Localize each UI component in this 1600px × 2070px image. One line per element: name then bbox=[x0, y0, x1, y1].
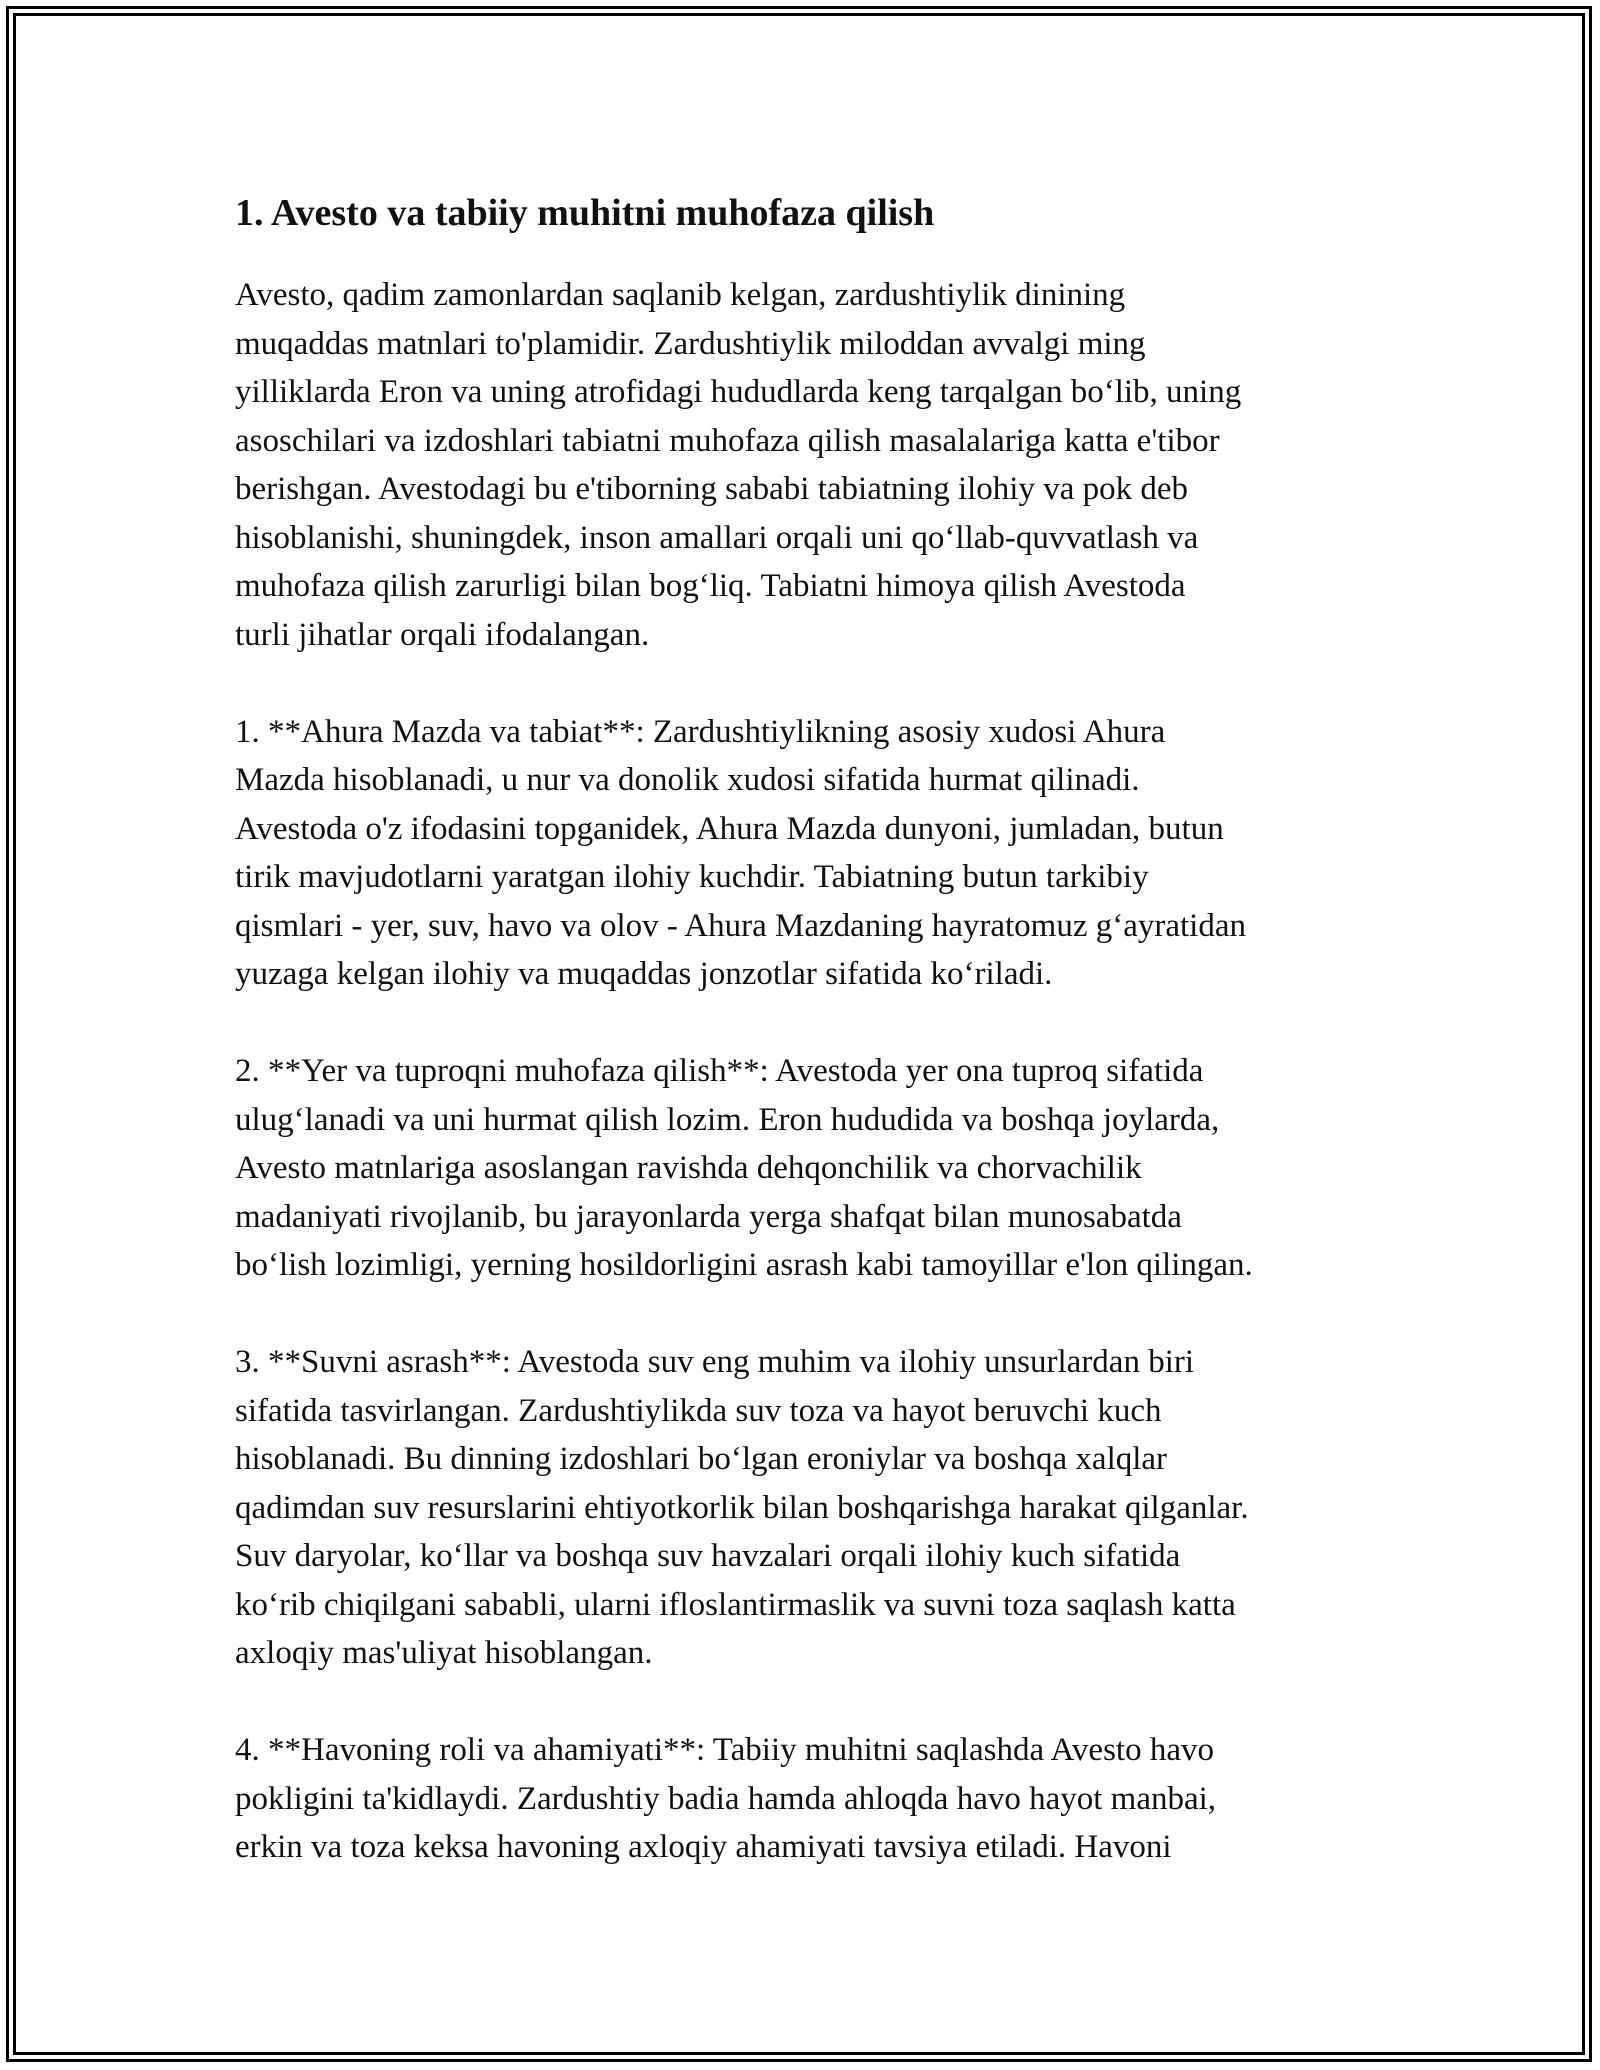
text-line: pokligini ta'kidlaydi. Zardushtiy badia hamda ahloqda havo hayot manbai, bbox=[235, 1780, 1217, 1817]
text-line: 3. **Suvni asrash**: Avestoda suv eng muhim va ilohiy unsurlardan biri bbox=[235, 1344, 1195, 1380]
text-line: Avesto, qadim zamonlardan saqlanib kelgan, zardushtiylik dinining bbox=[235, 277, 1126, 313]
text-line: qismlari - yer, suv, havo va olov - Ahura Mazdaning hayratomuz g‘ayratidan bbox=[235, 907, 1246, 944]
text-line: hisoblanadi. Bu dinning izdoshlari bo‘lgan eroniylar va boshqa xalqlar bbox=[235, 1441, 1168, 1477]
water-paragraph bbox=[235, 1338, 1385, 1678]
text-line: asoschilari va izdoshlari tabiatni muhofaza qilish masalalariga katta e'tibor bbox=[235, 422, 1220, 459]
text-line: muhofaza qilish zarurligi bilan bog‘liq. Tabiatni himoya qilish Avestoda bbox=[235, 568, 1186, 604]
text-line: muqaddas matnlari to'plamidir. Zardushtiylik miloddan avvalgi ming bbox=[235, 325, 1146, 362]
text-line: 4. **Havoning roli va ahamiyati**: Tabiiy muhitni saqlashda Avesto havo bbox=[235, 1732, 1214, 1768]
text-line: hisoblanishi, shuningdek, inson amallari orqali uni qo‘llab-quvvatlash va bbox=[235, 519, 1199, 556]
text-line: turli jihatlar orqali ifodalangan. bbox=[235, 616, 650, 653]
text-line: Mazda hisoblanadi, u nur va donolik xudosi sifatida hurmat qilinadi. bbox=[235, 762, 1140, 798]
text-line: erkin va toza keksa havoning axloqiy ahamiyati tavsiya etiladi. Havoni bbox=[235, 1829, 1172, 1865]
text-line: axloqiy mas'uliyat hisoblangan. bbox=[235, 1635, 653, 1671]
text-line: sifatida tasvirlangan. Zardushtiylikda suv toza va hayot beruvchi kuch bbox=[235, 1392, 1162, 1429]
text-line: yilliklarda Eron va uning atrofidagi hududlarda keng tarqalgan bo‘lib, uning bbox=[235, 374, 1242, 410]
text-line: ko‘rib chiqilgani sababli, ularni ifloslantirmaslik va suvni toza saqlash katta bbox=[235, 1586, 1236, 1623]
text-line: qadimdan suv resurslarini ehtiyotkorlik bilan boshqarishga harakat qilganlar. bbox=[235, 1489, 1249, 1526]
text-line: tirik mavjudotlarni yaratgan ilohiy kuchdir. Tabiatning butun tarkibiy bbox=[235, 859, 1149, 895]
text-line: 2. **Yer va tuproqni muhofaza qilish**: Avestoda yer ona tuproq sifatida bbox=[235, 1053, 1204, 1089]
section-heading: 1. Avesto va tabiiy muhitni muhofaza qilish bbox=[235, 192, 935, 234]
text-line: bo‘lish lozimligi, yerning hosildorligini asrash kabi tamoyillar e'lon qilingan. bbox=[235, 1247, 1253, 1283]
text-line: Avestoda o'z ifodasini topganidek, Ahura Mazda dunyoni, jumladan, butun bbox=[235, 810, 1224, 847]
air-paragraph bbox=[235, 1726, 1385, 1872]
text-line: madaniyati rivojlanib, bu jarayonlarda yerga shafqat bilan munosabatda bbox=[235, 1198, 1182, 1235]
text-line: Avesto matnlariga asoslangan ravishda dehqonchilik va chorvachilik bbox=[235, 1150, 1142, 1186]
intro-paragraph bbox=[235, 271, 1385, 659]
text-line: yuzaga kelgan ilohiy va muqaddas jonzotlar sifatida ko‘riladi. bbox=[235, 956, 1053, 992]
ahura-mazda-paragraph bbox=[235, 708, 1385, 999]
text-line: 1. **Ahura Mazda va tabiat**: Zardushtiylikning asosiy xudosi Ahura bbox=[235, 713, 1166, 750]
document-body bbox=[235, 185, 1385, 1920]
text-line: berishgan. Avestodagi bu e'tiborning sababi tabiatning ilohiy va pok deb bbox=[235, 471, 1188, 507]
text-line: Suv daryolar, ko‘llar va boshqa suv havzalari orqali ilohiy kuch sifatida bbox=[235, 1538, 1181, 1574]
text-line: ulug‘lanadi va uni hurmat qilish lozim. Eron hududida va boshqa joylarda, bbox=[235, 1101, 1220, 1138]
soil-protection-paragraph bbox=[235, 1047, 1385, 1290]
